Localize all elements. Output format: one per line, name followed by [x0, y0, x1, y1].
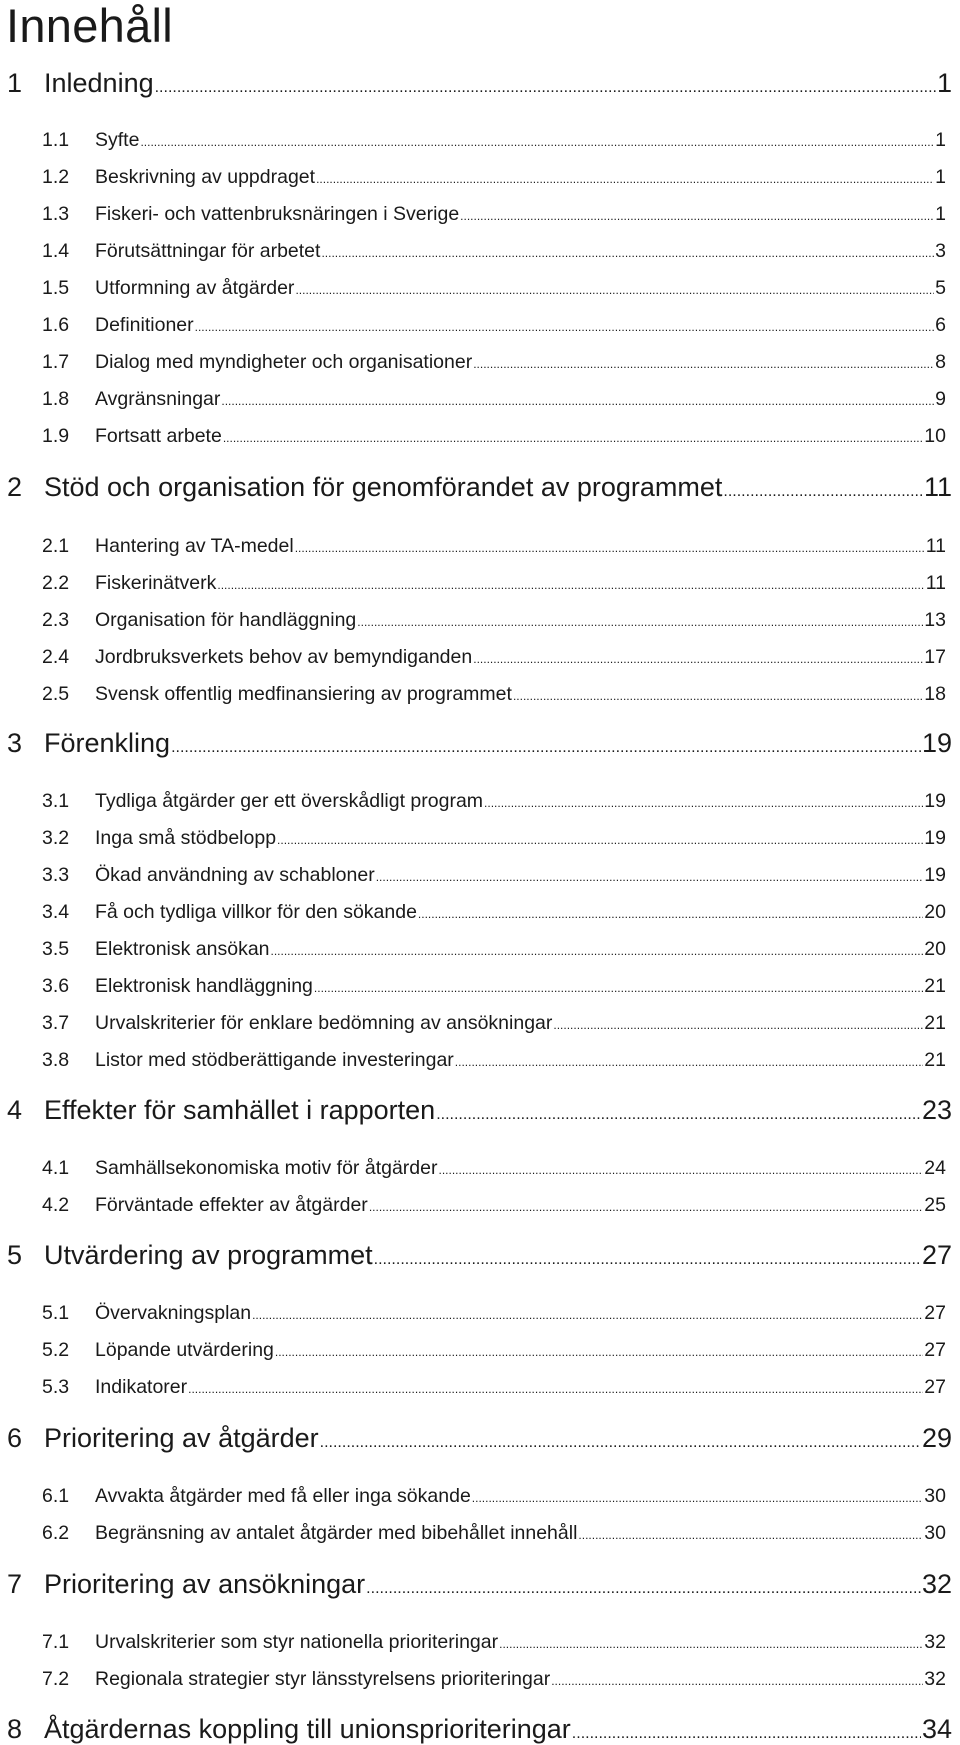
dot-leader — [195, 320, 935, 334]
dot-leader — [369, 1200, 923, 1214]
toc-entry-number: 2.1 — [42, 535, 70, 557]
dot-leader — [484, 796, 923, 810]
toc-entry-page-number: 27 — [921, 1240, 952, 1270]
dot-leader — [155, 79, 936, 97]
dot-leader — [578, 1528, 923, 1542]
toc-entry-page-number: 20 — [924, 901, 946, 923]
toc-entry-page-number: 1 — [936, 68, 952, 98]
toc-chapter-entry[interactable] — [0, 1423, 960, 1454]
toc-chapter-entry[interactable] — [0, 1240, 960, 1271]
toc-entry-page-number: 21 — [924, 1049, 946, 1071]
toc-entry-page-number: 19 — [924, 790, 946, 812]
toc-entry-page-number: 32 — [921, 1569, 952, 1599]
toc-section-entry[interactable] — [0, 1157, 960, 1180]
toc-entry-number: 5 — [7, 1240, 23, 1270]
dot-leader — [320, 1434, 921, 1452]
dot-leader — [473, 357, 934, 371]
page-title: Innehåll — [6, 0, 174, 52]
toc-entry-page-number: 24 — [924, 1157, 946, 1179]
dot-leader — [438, 1163, 923, 1177]
toc-section-entry[interactable] — [0, 203, 960, 226]
toc-entry-title: Förenkling — [44, 728, 171, 758]
toc-entry-title: Indikatorer — [95, 1376, 188, 1398]
toc-entry-number: 1.6 — [42, 314, 70, 336]
toc-entry-page-number: 30 — [924, 1485, 946, 1507]
toc-entry-page-number: 21 — [924, 1012, 946, 1034]
toc-entry-number: 1.8 — [42, 388, 70, 410]
toc-entry-title: Tydliga åtgärder ger ett överskådligt program — [95, 790, 484, 812]
toc-entry-number: 3.7 — [42, 1012, 70, 1034]
toc-section-entry[interactable] — [0, 1302, 960, 1325]
toc-entry-title: Inledning — [44, 68, 154, 98]
toc-entry-page-number: 3 — [935, 240, 946, 262]
toc-entry-page-number: 11 — [923, 472, 952, 502]
toc-section-entry[interactable] — [0, 425, 960, 448]
toc-section-entry[interactable] — [0, 240, 960, 263]
dot-leader — [252, 1308, 923, 1322]
dot-leader — [171, 739, 921, 757]
toc-entry-number: 2.2 — [42, 572, 70, 594]
toc-entry-page-number: 27 — [924, 1376, 946, 1398]
toc-entry-page-number: 19 — [924, 827, 946, 849]
toc-entry-title: Avgränsningar — [95, 388, 221, 410]
toc-entry-title: Fiskeri- och vattenbruksnäringen i Sverige — [95, 203, 460, 225]
toc-section-entry[interactable] — [0, 1668, 960, 1691]
toc-entry-page-number: 1 — [935, 166, 946, 188]
toc-entry-title: Utvärdering av programmet — [44, 1240, 373, 1270]
toc-chapter-entry[interactable] — [0, 728, 960, 759]
toc-entry-number: 1.3 — [42, 203, 70, 225]
toc-entry-page-number: 1 — [935, 129, 946, 151]
toc-chapter-entry[interactable] — [0, 472, 960, 503]
toc-entry-number: 2.5 — [42, 683, 70, 705]
dot-leader — [572, 1725, 921, 1743]
toc-entry-number: 1.4 — [42, 240, 70, 262]
toc-entry-title: Stöd och organisation för genomförandet av programmet — [44, 472, 723, 502]
dot-leader — [472, 1491, 924, 1505]
toc-entry-title: Fortsatt arbete — [95, 425, 222, 447]
toc-entry-page-number: 9 — [935, 388, 946, 410]
toc-entry-title: Förväntade effekter av åtgärder — [95, 1194, 368, 1216]
dot-leader — [436, 1106, 921, 1124]
toc-entry-page-number: 5 — [935, 277, 946, 299]
toc-entry-page-number: 30 — [924, 1522, 946, 1544]
dot-leader — [295, 541, 925, 555]
toc-entry-title: Löpande utvärdering — [95, 1339, 274, 1361]
toc-entry-number: 3.4 — [42, 901, 70, 923]
toc-section-entry[interactable] — [0, 129, 960, 152]
toc-entry-title: Beskrivning av uppdraget — [95, 166, 316, 188]
dot-leader — [223, 431, 923, 445]
toc-section-entry[interactable] — [0, 1049, 960, 1072]
toc-section-entry[interactable] — [0, 975, 960, 998]
toc-entry-title: Elektronisk handläggning — [95, 975, 313, 997]
toc-entry-number: 1.9 — [42, 425, 70, 447]
toc-entry-page-number: 27 — [924, 1302, 946, 1324]
toc-entry-page-number: 11 — [925, 535, 946, 557]
toc-entry-title: Urvalskriterier för enklare bedömning av ansökningar — [95, 1012, 553, 1034]
toc-entry-title: Hantering av TA-medel — [95, 535, 294, 557]
toc-entry-number: 3.6 — [42, 975, 70, 997]
toc-section-entry[interactable] — [0, 938, 960, 961]
toc-entry-title: Elektronisk ansökan — [95, 938, 270, 960]
toc-entry-number: 6.1 — [42, 1485, 70, 1507]
toc-entry-number: 6 — [7, 1423, 23, 1453]
toc-entry-number: 3.3 — [42, 864, 70, 886]
toc-section-entry[interactable] — [0, 1631, 960, 1654]
dot-leader — [316, 172, 934, 186]
toc-entry-title: Organisation för handläggning — [95, 609, 357, 631]
dot-leader — [221, 394, 934, 408]
toc-entry-title: Begränsning av antalet åtgärder med bibehållet innehåll — [95, 1522, 578, 1544]
toc-entry-title: Svensk offentlig medfinansiering av programmet — [95, 683, 512, 705]
toc-entry-title: Listor med stödberättigande investeringar — [95, 1049, 454, 1071]
toc-entry-number: 2.3 — [42, 609, 70, 631]
toc-entry-number: 1.7 — [42, 351, 70, 373]
toc-entry-number: 3 — [7, 728, 23, 758]
toc-section-entry[interactable] — [0, 388, 960, 411]
toc-entry-number: 7.2 — [42, 1668, 70, 1690]
toc-entry-number: 3.1 — [42, 790, 70, 812]
dot-leader — [551, 1674, 923, 1688]
toc-entry-page-number: 32 — [924, 1668, 946, 1690]
toc-entry-title: Dialog med myndigheter och organisationer — [95, 351, 473, 373]
toc-section-entry[interactable] — [0, 827, 960, 850]
toc-entry-title: Inga små stödbelopp — [95, 827, 277, 849]
toc-entry-title: Få och tydliga villkor för den sökande — [95, 901, 417, 923]
toc-section-entry[interactable] — [0, 790, 960, 813]
toc-entry-number: 6.2 — [42, 1522, 70, 1544]
toc-section-entry[interactable] — [0, 572, 960, 595]
toc-entry-title: Effekter för samhället i rapporten — [44, 1095, 436, 1125]
toc-entry-number: 8 — [7, 1714, 23, 1744]
toc-entry-number: 5.3 — [42, 1376, 70, 1398]
toc-entry-page-number: 23 — [921, 1095, 952, 1125]
toc-section-entry[interactable] — [0, 609, 960, 632]
toc-entry-number: 3.5 — [42, 938, 70, 960]
toc-entry-number: 4.1 — [42, 1157, 70, 1179]
toc-entry-title: Avvakta åtgärder med få eller inga sökande — [95, 1485, 471, 1507]
toc-entry-number: 7 — [7, 1569, 23, 1599]
toc-entry-number: 2 — [7, 472, 23, 502]
toc-entry-page-number: 29 — [921, 1423, 952, 1453]
toc-entry-page-number: 19 — [924, 864, 946, 886]
toc-chapter-entry[interactable] — [0, 1569, 960, 1600]
dot-leader — [277, 833, 923, 847]
toc-entry-number: 7.1 — [42, 1631, 70, 1653]
toc-entry-number: 5.2 — [42, 1339, 70, 1361]
toc-entry-number: 2.4 — [42, 646, 70, 668]
toc-entry-page-number: 32 — [924, 1631, 946, 1653]
toc-chapter-entry[interactable] — [0, 1095, 960, 1126]
toc-entry-title: Förutsättningar för arbetet — [95, 240, 321, 262]
toc-section-entry[interactable] — [0, 683, 960, 706]
toc-entry-page-number: 8 — [935, 351, 946, 373]
toc-entry-title: Övervakningsplan — [95, 1302, 252, 1324]
toc-section-entry[interactable] — [0, 351, 960, 374]
toc-entry-page-number: 17 — [924, 646, 946, 668]
dot-leader — [499, 1637, 923, 1651]
dot-leader — [314, 981, 923, 995]
toc-entry-page-number: 1 — [935, 203, 946, 225]
toc-entry-page-number: 19 — [921, 728, 952, 758]
toc-entry-page-number: 11 — [925, 572, 946, 594]
dot-leader — [217, 578, 924, 592]
toc-entry-number: 1.5 — [42, 277, 70, 299]
toc-entry-title: Prioritering av åtgärder — [44, 1423, 319, 1453]
toc-entry-number: 4.2 — [42, 1194, 70, 1216]
toc-entry-page-number: 10 — [924, 425, 946, 447]
dot-leader — [366, 1580, 921, 1598]
dot-leader — [295, 283, 934, 297]
toc-entry-number: 3.2 — [42, 827, 70, 849]
toc-entry-page-number: 25 — [924, 1194, 946, 1216]
toc-entry-page-number: 34 — [921, 1714, 952, 1744]
toc-section-entry[interactable] — [0, 864, 960, 887]
dot-leader — [275, 1345, 923, 1359]
toc-entry-number: 5.1 — [42, 1302, 70, 1324]
toc-section-entry[interactable] — [0, 646, 960, 669]
toc-entry-title: Regionala strategier styr länsstyrelsens prioriteringar — [95, 1668, 551, 1690]
dot-leader — [188, 1382, 923, 1396]
toc-entry-title: Fiskerinätverk — [95, 572, 217, 594]
dot-leader — [553, 1018, 923, 1032]
toc-entry-title: Definitioner — [95, 314, 194, 336]
toc-entry-page-number: 18 — [924, 683, 946, 705]
toc-entry-title: Jordbruksverkets behov av bemyndiganden — [95, 646, 473, 668]
toc-entry-title: Ökad användning av schabloner — [95, 864, 375, 886]
toc-entry-title: Samhällsekonomiska motiv för åtgärder — [95, 1157, 438, 1179]
toc-entry-number: 1.1 — [42, 129, 70, 151]
toc-entry-title: Urvalskriterier som styr nationella prioriteringar — [95, 1631, 499, 1653]
toc-section-entry[interactable] — [0, 166, 960, 189]
toc-entry-page-number: 13 — [924, 609, 946, 631]
dot-leader — [473, 652, 923, 666]
toc-section-entry[interactable] — [0, 1376, 960, 1399]
toc-entry-number: 3.8 — [42, 1049, 70, 1071]
dot-leader — [418, 907, 923, 921]
toc-entry-page-number: 27 — [924, 1339, 946, 1361]
dot-leader — [374, 1251, 921, 1269]
toc-entry-page-number: 21 — [924, 975, 946, 997]
toc-section-entry[interactable] — [0, 314, 960, 337]
toc-section-entry[interactable] — [0, 277, 960, 300]
dot-leader — [723, 483, 923, 501]
toc-section-entry[interactable] — [0, 1339, 960, 1362]
dot-leader — [376, 870, 924, 884]
toc-entry-title: Syfte — [95, 129, 140, 151]
toc-section-entry[interactable] — [0, 901, 960, 924]
dot-leader — [460, 209, 934, 223]
toc-entry-number: 1.2 — [42, 166, 70, 188]
toc-section-entry[interactable] — [0, 1522, 960, 1545]
toc-chapter-entry[interactable] — [0, 68, 960, 99]
dot-leader — [140, 135, 934, 149]
dot-leader — [357, 615, 923, 629]
toc-entry-page-number: 20 — [924, 938, 946, 960]
toc-section-entry[interactable] — [0, 1012, 960, 1035]
toc-entry-number: 4 — [7, 1095, 23, 1125]
toc-section-entry[interactable] — [0, 535, 960, 558]
toc-section-entry[interactable] — [0, 1194, 960, 1217]
dot-leader — [513, 689, 923, 703]
dot-leader — [455, 1055, 924, 1069]
dot-leader — [271, 944, 924, 958]
toc-entry-title: Åtgärdernas koppling till unionsprioriteringar — [44, 1714, 571, 1744]
dot-leader — [321, 246, 934, 260]
toc-entry-number: 1 — [7, 68, 23, 98]
toc-entry-page-number: 6 — [935, 314, 946, 336]
toc-entry-title: Prioritering av ansökningar — [44, 1569, 366, 1599]
toc-section-entry[interactable] — [0, 1485, 960, 1508]
toc-entry-title: Utformning av åtgärder — [95, 277, 295, 299]
